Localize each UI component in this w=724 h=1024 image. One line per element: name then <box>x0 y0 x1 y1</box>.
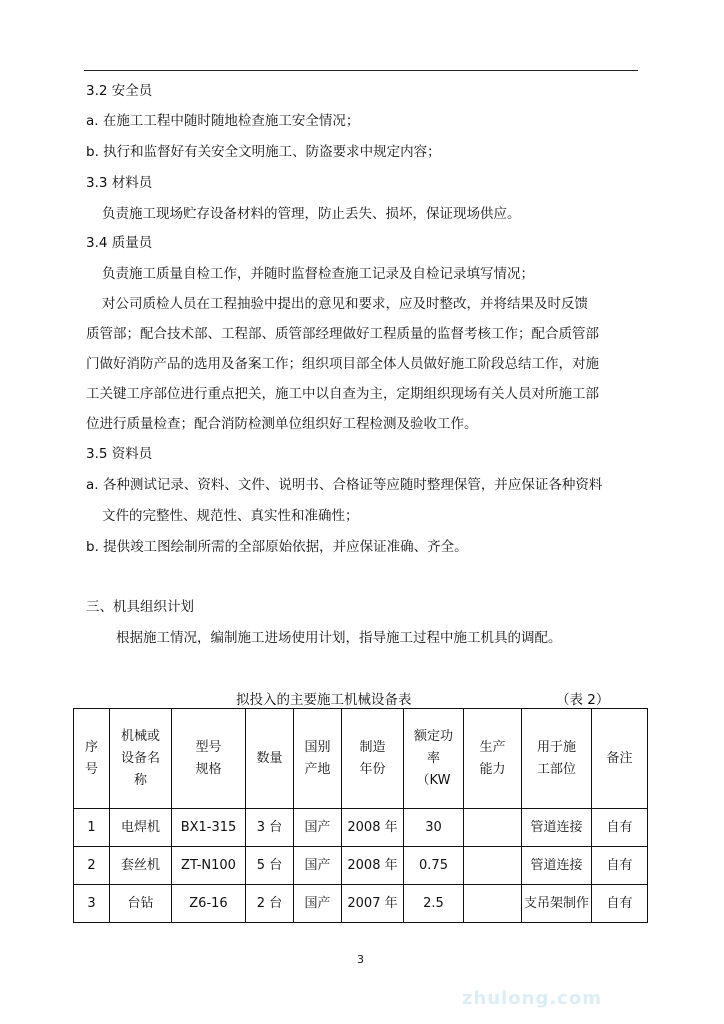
header-cell-power: 额定功 率 （KW <box>404 709 464 809</box>
header-cell-usage: 用于施 工部位 <box>522 709 592 809</box>
paragraph-line: 对公司质检人员在工程抽验中提出的意见和要求，应及时整改，并将结果及时反馈 <box>102 296 588 312</box>
header-rule <box>84 70 638 71</box>
paragraph-line: a. 各种测试记录、资料、文件、说明书、合格证等应随时整理保管，并应保证各种资料 <box>86 477 603 493</box>
paragraph-line: 门做好消防产品的选用及备案工作；组织项目部全体人员做好施工阶段总结工作，对施 <box>86 356 599 372</box>
section-heading-3-2: 3.2 安全员 <box>86 83 153 99</box>
cell-origin: 国产 <box>294 885 342 923</box>
header-cell-index: 序 号 <box>74 709 110 809</box>
header-cell-quantity: 数量 <box>246 709 294 809</box>
cell-usage: 管道连接 <box>522 809 592 847</box>
cell-equipment: 电焊机 <box>110 809 172 847</box>
header-cell-origin: 国别 产地 <box>294 709 342 809</box>
section-heading-3-3: 3.3 材料员 <box>86 175 153 191</box>
paragraph-line: 负责施工现场贮存设备材料的管理，防止丢失、损坏，保证现场供应。 <box>102 206 521 222</box>
table-caption: 拟投入的主要施工机械设备表 <box>236 692 412 708</box>
table-row <box>74 809 648 847</box>
header-cell-remark: 备注 <box>592 709 648 809</box>
page-number: 3 <box>357 953 364 966</box>
cell-origin: 国产 <box>294 847 342 885</box>
cell-power: 30 <box>404 809 464 847</box>
paragraph-line: 工关键工序部位进行重点把关，施工中以自查为主，定期组织现场有关人员对所施工部 <box>86 386 599 402</box>
watermark-logo: zhulong.com <box>462 988 602 1009</box>
table-header-row <box>74 709 648 809</box>
paragraph-line: a. 在施工工程中随时随地检查施工安全情况； <box>86 113 360 129</box>
header-cell-equipment: 机械或 设备名 称 <box>110 709 172 809</box>
cell-quantity: 3 台 <box>246 809 294 847</box>
cell-remark: 自有 <box>592 847 648 885</box>
paragraph-line: 质管部；配合技术部、工程部、质管部经理做好工程质量的监督考核工作；配合质管部 <box>86 326 599 342</box>
section-heading-3-5: 3.5 资料员 <box>86 446 153 462</box>
cell-capacity <box>464 809 522 847</box>
equipment-table <box>73 708 648 923</box>
cell-remark: 自有 <box>592 809 648 847</box>
chapter-intro: 根据施工情况，编制施工进场使用计划，指导施工过程中施工机具的调配。 <box>116 630 562 646</box>
paragraph-line: b. 执行和监督好有关安全文明施工、防盗要求中规定内容； <box>86 144 441 160</box>
cell-equipment: 台钻 <box>110 885 172 923</box>
table-row <box>74 885 648 923</box>
paragraph-line: 位进行质量检查；配合消防检测单位组织好工程检测及验收工作。 <box>86 416 478 432</box>
cell-equipment: 套丝机 <box>110 847 172 885</box>
cell-usage: 支吊架制作 <box>522 885 592 923</box>
cell-year: 2008 年 <box>342 847 404 885</box>
cell-index: 1 <box>74 809 110 847</box>
table-row <box>74 847 648 885</box>
cell-origin: 国产 <box>294 809 342 847</box>
header-cell-year: 制造 年份 <box>342 709 404 809</box>
cell-capacity <box>464 885 522 923</box>
cell-model: BX1-315 <box>172 809 246 847</box>
paragraph-line: 文件的完整性、规范性、真实性和准确性； <box>102 508 359 524</box>
cell-year: 2007 年 <box>342 885 404 923</box>
cell-model: ZT-N100 <box>172 847 246 885</box>
chapter-title: 三、机具组织计划 <box>86 599 194 615</box>
cell-quantity: 2 台 <box>246 885 294 923</box>
cell-index: 3 <box>74 885 110 923</box>
table-number: （表 2） <box>556 692 610 708</box>
section-heading-3-4: 3.4 质量员 <box>86 235 153 251</box>
paragraph-line: 负责施工质量自检工作，并随时监督检查施工记录及自检记录填写情况； <box>102 266 534 282</box>
paragraph-line: b. 提供竣工图绘制所需的全部原始依据，并应保证准确、齐全。 <box>86 539 468 555</box>
cell-index: 2 <box>74 847 110 885</box>
cell-usage: 管道连接 <box>522 847 592 885</box>
cell-capacity <box>464 847 522 885</box>
header-cell-capacity: 生产 能力 <box>464 709 522 809</box>
header-cell-model: 型号 规格 <box>172 709 246 809</box>
cell-remark: 自有 <box>592 885 648 923</box>
cell-quantity: 5 台 <box>246 847 294 885</box>
cell-power: 2.5 <box>404 885 464 923</box>
cell-power: 0.75 <box>404 847 464 885</box>
cell-year: 2008 年 <box>342 809 404 847</box>
cell-model: Z6-16 <box>172 885 246 923</box>
